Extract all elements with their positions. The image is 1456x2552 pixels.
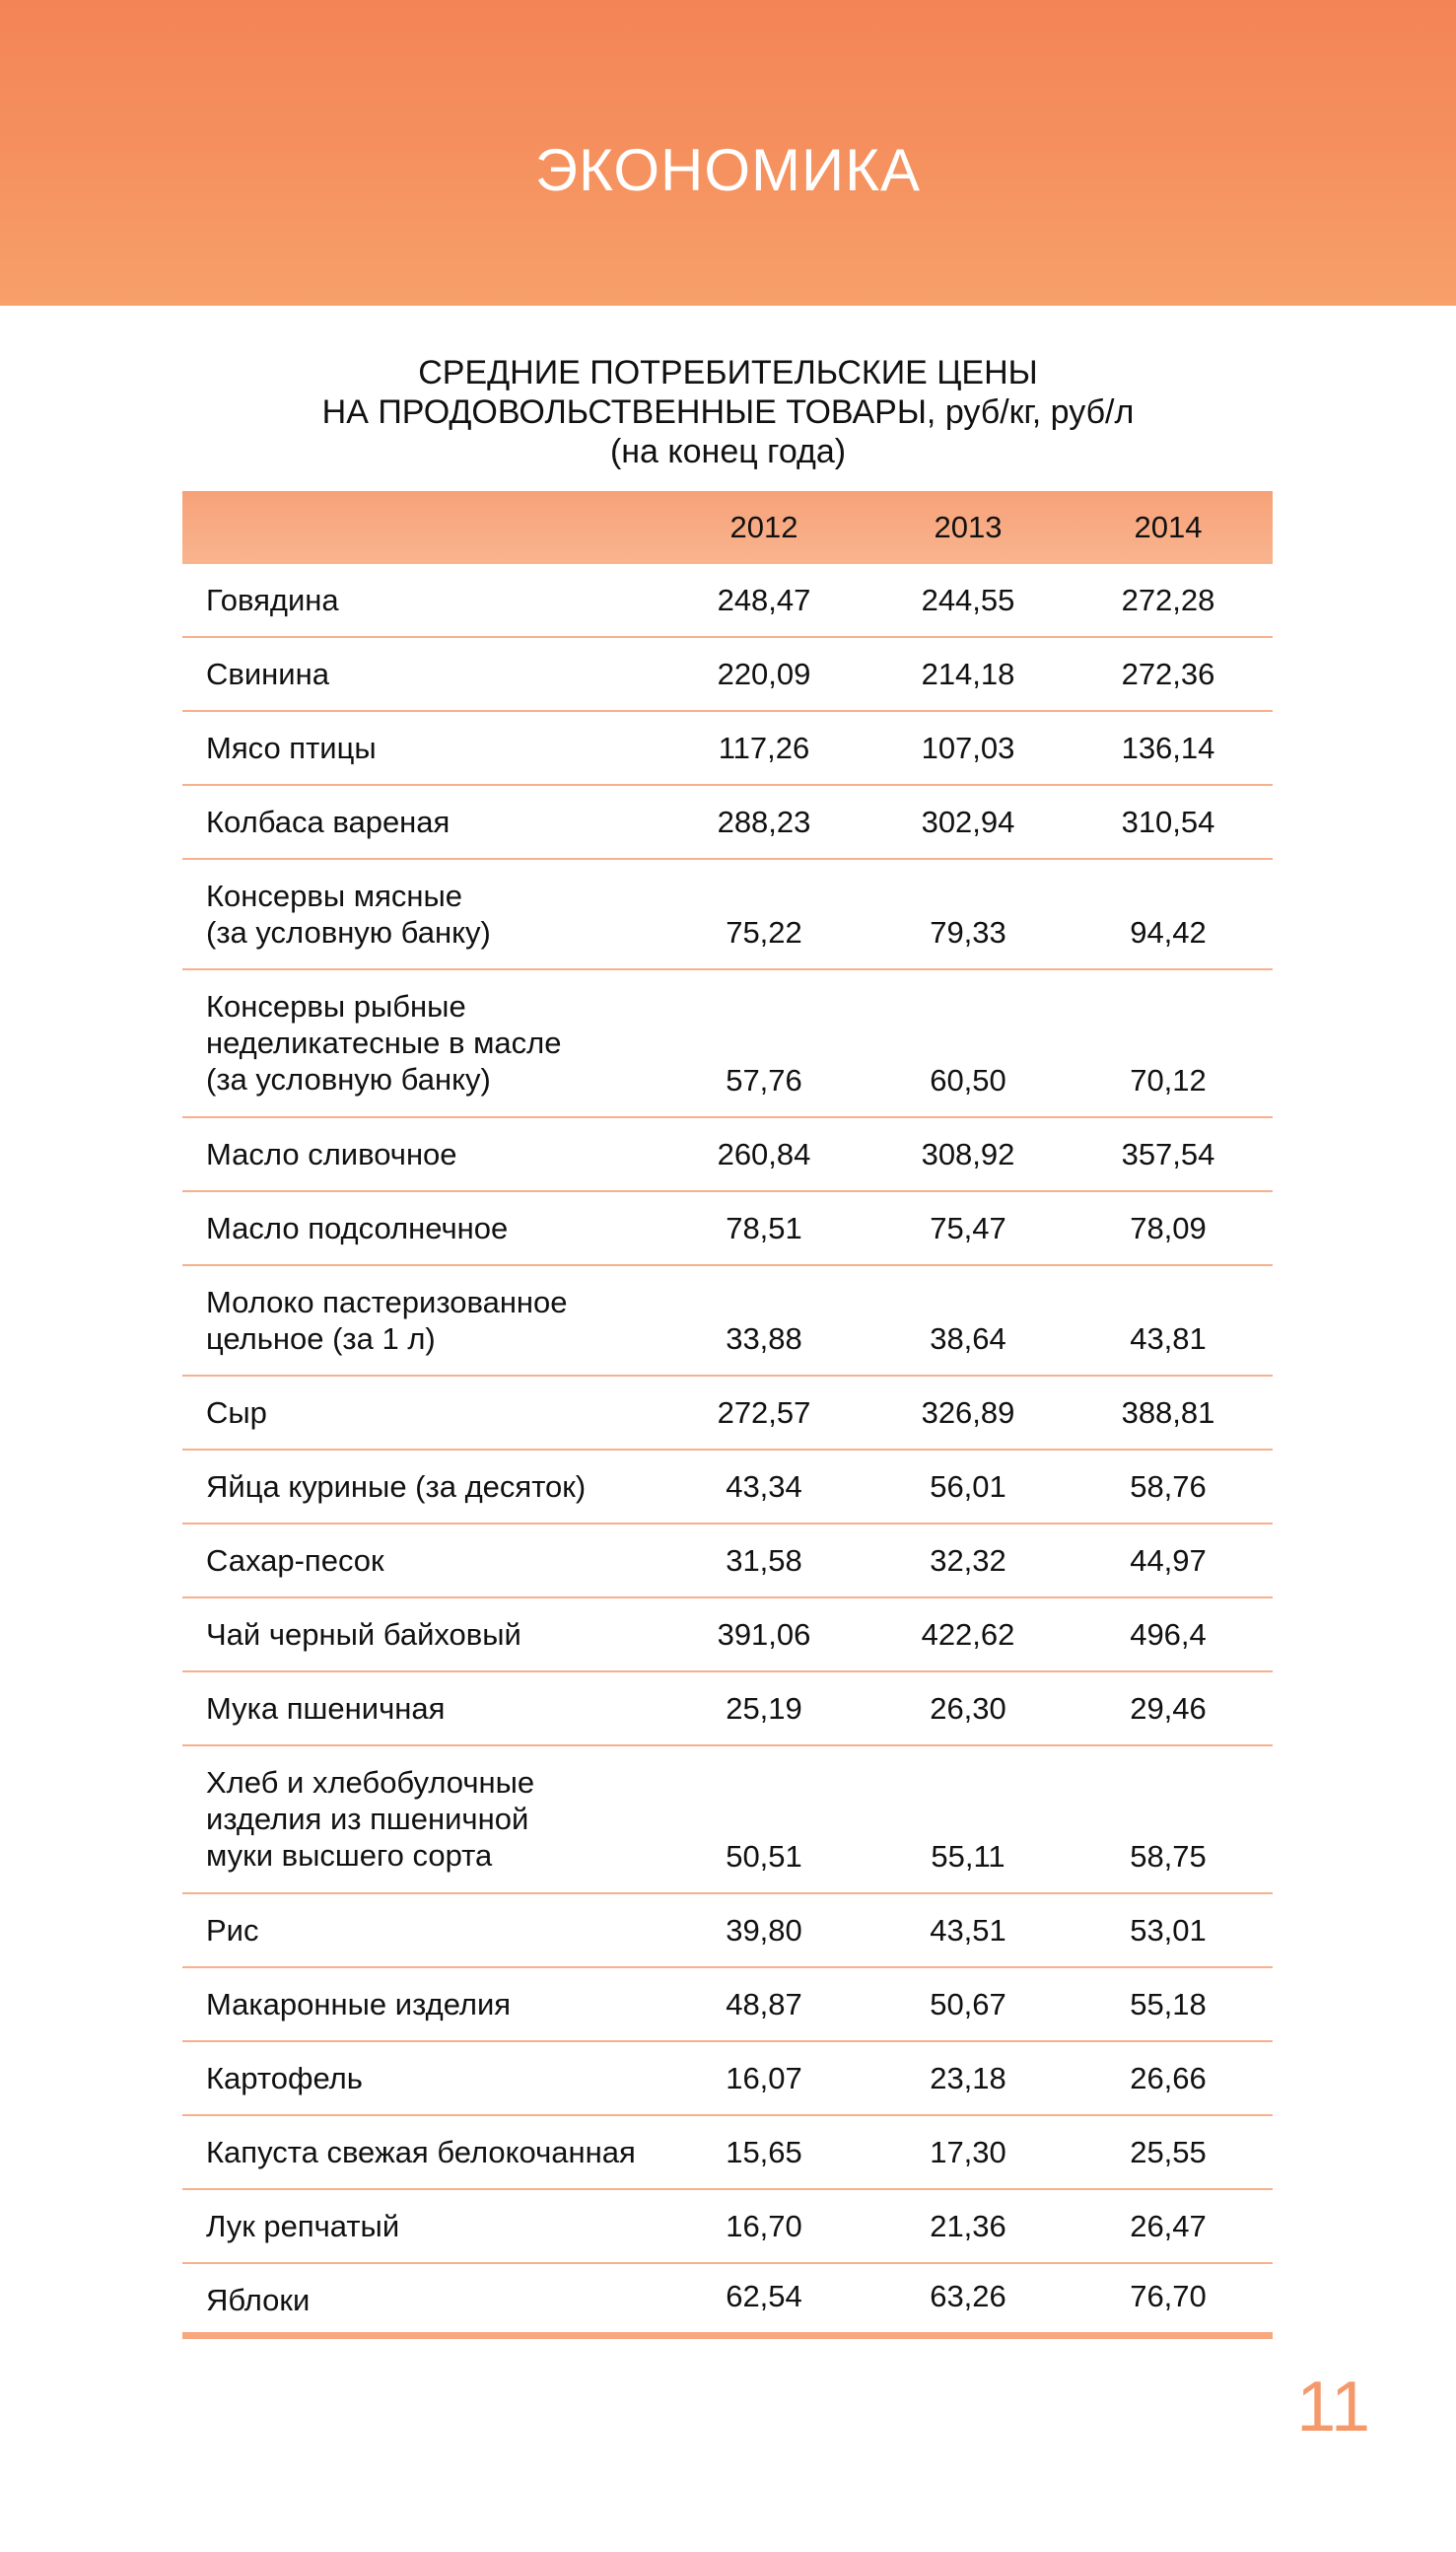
table-title-line-2: НА ПРОДОВОЛЬСТВЕННЫЕ ТОВАРЫ, руб/кг, руб/л	[321, 393, 1135, 431]
price-2014: 272,28	[1121, 583, 1215, 617]
price-2012: 33,88	[726, 1321, 802, 1356]
price-table	[182, 491, 1273, 2339]
table-body	[182, 564, 1273, 2339]
price-2012: 48,87	[726, 1987, 802, 2021]
product-name: Масло сливочное	[206, 1137, 457, 1171]
price-2013: 308,92	[921, 1137, 1015, 1171]
price-2013: 17,30	[930, 2135, 1006, 2169]
price-2012: 75,22	[726, 915, 802, 950]
product-name: Говядина	[206, 583, 339, 617]
price-2014: 388,81	[1121, 1395, 1215, 1430]
price-2014: 58,76	[1130, 1469, 1207, 1504]
price-2014: 26,66	[1130, 2061, 1207, 2095]
product-name: Сахар-песок	[206, 1543, 384, 1578]
table-header-row	[182, 491, 1273, 564]
price-2012: 31,58	[726, 1543, 802, 1578]
price-2013: 43,51	[930, 1913, 1006, 1948]
price-2012: 50,51	[726, 1839, 802, 1874]
table-row	[182, 1672, 1273, 1746]
product-name: Яйца куриные (за десяток)	[206, 1469, 587, 1504]
table-row	[182, 786, 1273, 860]
price-2013: 214,18	[921, 657, 1015, 691]
price-2013: 63,26	[930, 2279, 1006, 2313]
price-2014: 70,12	[1130, 1063, 1207, 1098]
price-2012: 78,51	[726, 1211, 802, 1245]
price-2014: 496,4	[1130, 1617, 1207, 1652]
header-band	[0, 0, 1456, 306]
table-row	[182, 1451, 1273, 1524]
price-2012: 220,09	[717, 657, 811, 691]
page-number: 11	[1296, 2368, 1370, 2446]
price-2012: 25,19	[726, 1691, 802, 1726]
product-name: Колбаса вареная	[206, 805, 451, 839]
product-name: Макаронные изделия	[206, 1987, 512, 2021]
price-2014: 29,46	[1130, 1691, 1207, 1726]
table-row	[182, 970, 1273, 1118]
product-name: Яблоки	[206, 2283, 311, 2317]
product-name: Картофель	[206, 2061, 363, 2095]
price-2012: 248,47	[717, 583, 811, 617]
price-2014: 53,01	[1130, 1913, 1207, 1948]
product-name: Консервы мясные (за условную банку)	[206, 879, 491, 950]
product-name: Консервы рыбные неделикатесные в масле (за условную банку)	[206, 989, 562, 1097]
price-2013: 422,62	[921, 1617, 1015, 1652]
product-name: Свинина	[206, 657, 329, 691]
column-header-2014: 2014	[1134, 510, 1203, 544]
price-2012: 117,26	[718, 731, 810, 765]
price-2012: 57,76	[726, 1063, 802, 1098]
table-row	[182, 1746, 1273, 1894]
price-2013: 32,32	[930, 1543, 1006, 1578]
price-2014: 43,81	[1130, 1321, 1207, 1356]
table-title-line-1: СРЕДНИЕ ПОТРЕБИТЕЛЬСКИЕ ЦЕНЫ	[418, 354, 1038, 391]
product-name: Мясо птицы	[206, 731, 377, 765]
price-2013: 302,94	[921, 805, 1015, 839]
price-2014: 58,75	[1130, 1839, 1207, 1874]
table-row	[182, 1377, 1273, 1451]
table-title-line-3: (на конец года)	[609, 433, 847, 470]
price-2012: 62,54	[726, 2279, 802, 2313]
table-row	[182, 1894, 1273, 1968]
price-2014: 94,42	[1130, 915, 1207, 950]
price-2014: 25,55	[1130, 2135, 1207, 2169]
price-2013: 55,11	[931, 1839, 1005, 1874]
price-2014: 357,54	[1121, 1137, 1215, 1171]
product-name: Масло подсолнечное	[206, 1211, 509, 1245]
price-2013: 50,67	[930, 1987, 1006, 2021]
table-row	[182, 2042, 1273, 2116]
price-2013: 23,18	[930, 2061, 1006, 2095]
price-2013: 107,03	[921, 731, 1015, 765]
table-row	[182, 860, 1273, 970]
table-row	[182, 564, 1273, 638]
price-2012: 15,65	[726, 2135, 802, 2169]
price-2013: 75,47	[930, 1211, 1006, 1245]
price-2014: 76,70	[1130, 2279, 1207, 2313]
price-2013: 79,33	[930, 915, 1006, 950]
table-row	[182, 638, 1273, 712]
price-2014: 78,09	[1130, 1211, 1207, 1245]
price-2013: 38,64	[930, 1321, 1006, 1356]
product-name: Мука пшеничная	[206, 1691, 446, 1726]
product-name: Молоко пастеризованное цельное (за 1 л)	[206, 1285, 568, 1356]
price-2013: 56,01	[930, 1469, 1006, 1504]
table-row	[182, 2190, 1273, 2264]
table-row	[182, 1192, 1273, 1266]
product-name: Сыр	[206, 1395, 267, 1430]
table-row	[182, 2116, 1273, 2190]
price-2014: 44,97	[1130, 1543, 1207, 1578]
price-2014: 26,47	[1130, 2209, 1207, 2243]
table-title	[0, 353, 1456, 471]
price-2014: 272,36	[1121, 657, 1215, 691]
product-name: Рис	[206, 1913, 259, 1948]
table-row	[182, 1266, 1273, 1377]
price-2012: 272,57	[717, 1395, 811, 1430]
price-2014: 136,14	[1121, 731, 1215, 765]
table-row	[182, 1968, 1273, 2042]
column-header-2012: 2012	[729, 510, 798, 544]
column-header-2013: 2013	[934, 510, 1003, 544]
price-2013: 60,50	[930, 1063, 1006, 1098]
table-row	[182, 1598, 1273, 1672]
price-2012: 391,06	[717, 1617, 811, 1652]
product-name: Капуста свежая белокочанная	[206, 2135, 636, 2169]
price-2012: 43,34	[726, 1469, 802, 1504]
price-2013: 21,36	[930, 2209, 1006, 2243]
price-2013: 26,30	[930, 1691, 1006, 1726]
price-2012: 16,70	[726, 2209, 802, 2243]
table-row	[182, 2264, 1273, 2339]
price-2014: 55,18	[1130, 1987, 1207, 2021]
price-2012: 16,07	[726, 2061, 802, 2095]
price-2013: 326,89	[921, 1395, 1015, 1430]
table-row	[182, 712, 1273, 786]
table-row	[182, 1524, 1273, 1598]
section-title: ЭКОНОМИКА	[534, 137, 922, 203]
price-2012: 39,80	[726, 1913, 802, 1948]
price-2012: 288,23	[717, 805, 811, 839]
product-name: Лук репчатый	[206, 2209, 400, 2243]
product-name: Чай черный байховый	[206, 1617, 521, 1652]
price-2014: 310,54	[1121, 805, 1215, 839]
table-row	[182, 1118, 1273, 1192]
price-2012: 260,84	[717, 1137, 811, 1171]
price-2013: 244,55	[921, 583, 1015, 617]
product-name: Хлеб и хлебобулочные изделия из пшеничной муки высшего сорта	[206, 1765, 535, 1873]
